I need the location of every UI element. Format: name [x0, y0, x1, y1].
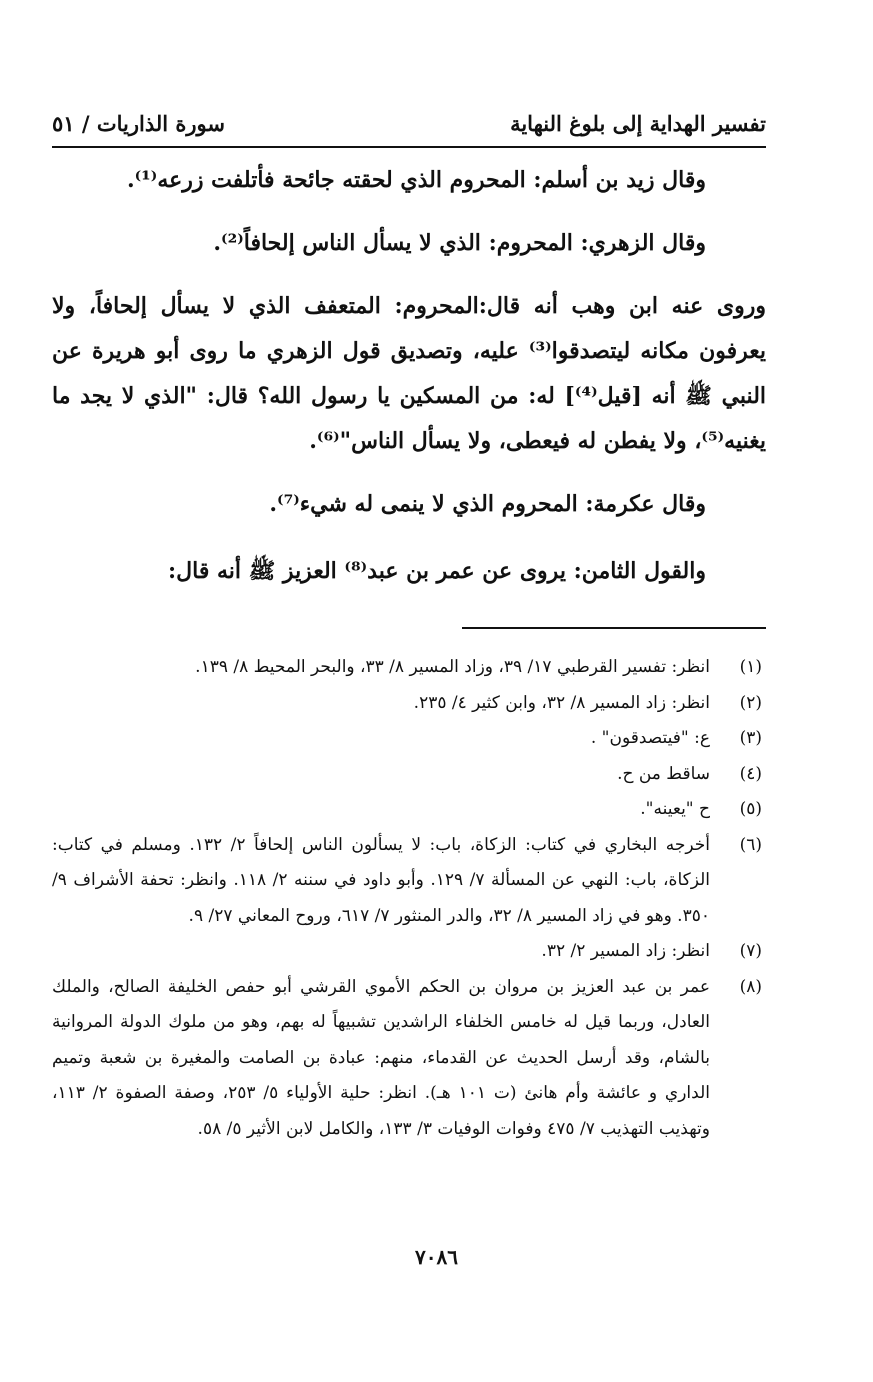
footnote-text: انظر: تفسير القرطبي ١٧/ ٣٩، وزاد المسير ٨/ ٣٣، والبحر المحيط ٨/ ١٣٩. — [195, 657, 710, 677]
surah-reference: سورة الذاريات / ٥١ — [52, 111, 225, 136]
footnote — [52, 686, 766, 722]
footnote-text: ع: "فيتصدقون" . — [590, 728, 710, 748]
footnote-divider — [462, 627, 766, 629]
footnote-text: انظر: زاد المسير ٢/ ٣٢. — [541, 941, 710, 961]
footnote — [52, 970, 766, 1148]
footnote-text: أخرجه البخاري في كتاب: الزكاة، باب: لا يسألون الناس إلحافاً ٢/ ١٣٢. ومسلم في كتاب: الزكاة، باب: النهي عن المسألة ٧/ ١٢٩. وأبو داود في سننه ٢/ ١١٨. وانظر: تحفة الأشراف ٩/ ٣٥٠. وهو في زاد المسير ٨/ ٣٢، والدر المنثور ٧/ ٦١٧، وروح المعاني ٢٧/ ٩. — [52, 834, 711, 926]
running-header — [52, 96, 766, 136]
footnote — [52, 721, 766, 757]
footnote-number: (٨) — [739, 976, 762, 997]
book-title: تفسير الهداية إلى بلوغ النهاية — [510, 111, 766, 136]
footnote-number: (٧) — [739, 941, 762, 961]
footnotes — [52, 650, 766, 1147]
footnote-text: انظر: زاد المسير ٨/ ٣٢، وابن كثير ٤/ ٢٣٥. — [413, 692, 710, 713]
footnote-number: (٣) — [739, 728, 762, 748]
footnote-number: (٥) — [739, 799, 762, 819]
header-divider — [52, 146, 766, 148]
footnote-text: ساقط من ح. — [617, 763, 710, 784]
page-number: ٧٠٨٦ — [415, 1245, 458, 1269]
footnote — [52, 828, 766, 935]
footnote — [52, 934, 766, 970]
paragraph-ibn-wahb: وروى عنه ابن وهب أنه قال:المحروم: المتعفف الذي لا يسأل إلحافاً، ولا يعرفون مكانه ليتصدقوا⁽³⁾ عليه، وتصديق قول الزهري ما روى أبو هريرة عن النبي ﷺ أنه [قيل⁽⁴⁾] له: من المسكين يا رسول الله؟ قال: "الذي لا يجد ما يغنيه⁽⁵⁾، ولا يفطن له فيعطى، ولا يسأل الناس"⁽⁶⁾. — [52, 293, 767, 454]
footnote — [52, 650, 766, 686]
paragraph-zuhri: وقال الزهري: المحروم: الذي لا يسأل الناس إلحافاً⁽²⁾. — [213, 230, 706, 256]
footnote-text: عمر بن عبد العزيز بن مروان بن الحكم الأموي القرشي أبو حفص الخليفة الصالح، والملك العادل، وربما قيل له خامس الخلفاء الراشدين تشبيهاً له بهم، وهو من ملوك الدولة المروانية بالشام، وقد أرسل الحديث عن القدماء، منهم: عبادة بن الصامت والمغيرة بن شعبة وتميم الداري و عائشة وأم هانئ (ت ١٠١ هـ). انظر: حلية الأولياء ٥/ ٢٥٣، وصفة الصفوة ٢/ ١١٣، وتهذيب التهذيب ٧/ ٤٧٥ وفوات الوفيات ٣/ ١٣٣، والكامل لابن الأثير ٥/ ٥٨. — [52, 976, 710, 1139]
paragraph-zayd: وقال زيد بن أسلم: المحروم الذي لحقته جائحة فأتلفت زرعه⁽¹⁾. — [126, 167, 706, 193]
footnote — [52, 792, 766, 828]
footnote — [52, 757, 766, 793]
paragraph-eighth-view: والقول الثامن: يروى عن عمر بن عبد⁽⁸⁾ العزيز ﷺ أنه قال: — [168, 558, 706, 584]
footnote-number: (٢) — [739, 692, 762, 713]
footnote-number: (١) — [739, 657, 762, 677]
main-text — [52, 158, 766, 594]
footnote-number: (٤) — [739, 763, 762, 784]
footnote-number: (٦) — [739, 834, 762, 855]
footnote-text: ح "يعينه". — [640, 799, 710, 819]
paragraph-ikrima: وقال عكرمة: المحروم الذي لا ينمى له شيء⁽⁷⁾. — [269, 491, 706, 517]
